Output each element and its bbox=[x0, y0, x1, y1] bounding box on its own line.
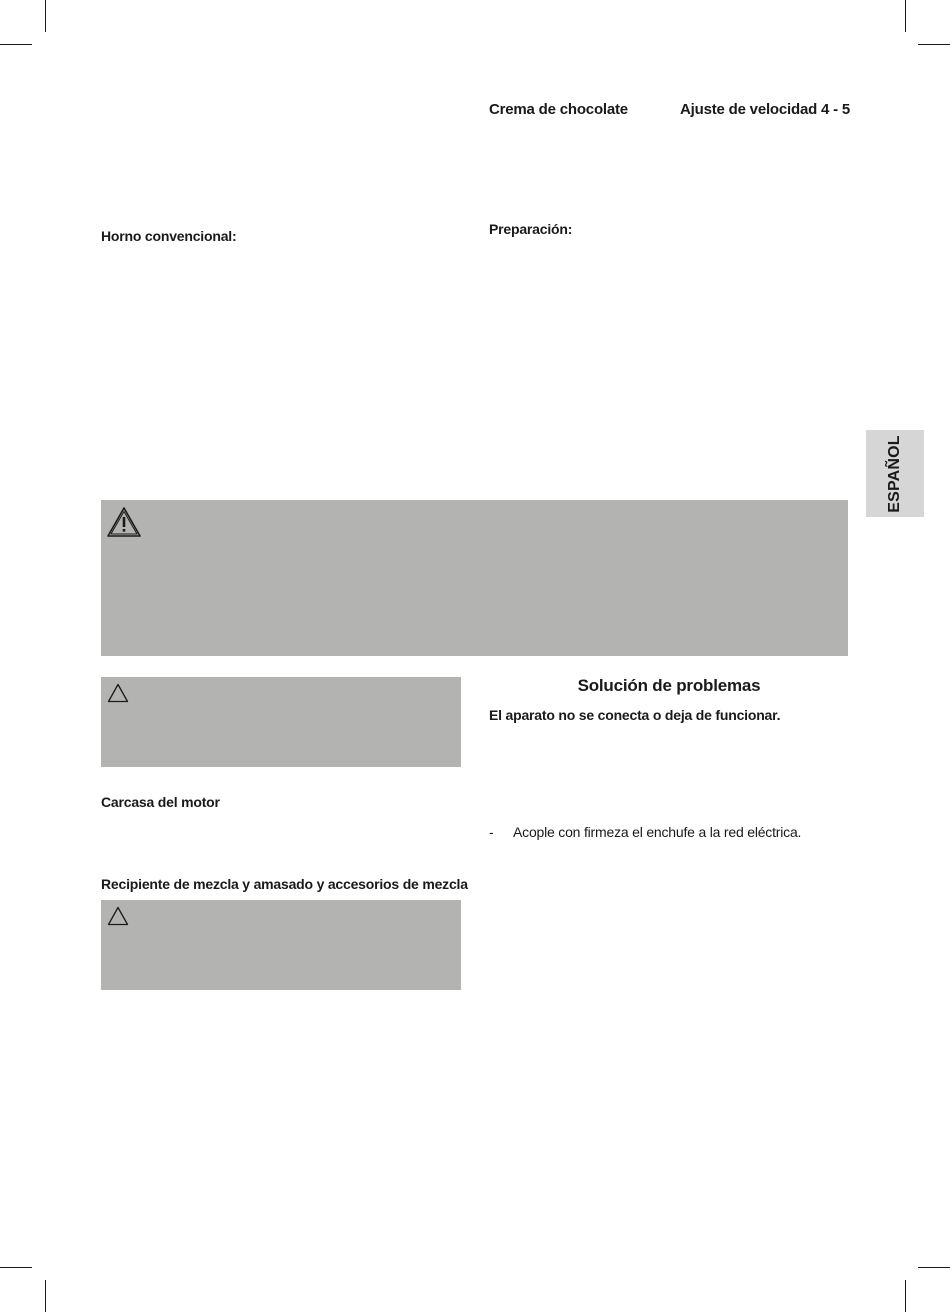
crop-mark bbox=[905, 1280, 906, 1312]
crop-mark bbox=[0, 44, 32, 45]
crop-mark bbox=[918, 44, 950, 45]
recipe-title: Crema de chocolate bbox=[489, 101, 628, 118]
preparation-heading: Preparación: bbox=[489, 221, 573, 237]
warning-box bbox=[101, 500, 848, 656]
crop-mark bbox=[0, 1267, 32, 1268]
list-item bbox=[489, 824, 801, 840]
oven-heading: Horno convencional: bbox=[101, 228, 237, 244]
bowl-heading: Recipiente de mezcla y amasado y accesorios de mezcla bbox=[101, 876, 468, 892]
crop-mark bbox=[45, 1280, 46, 1312]
language-tab bbox=[866, 430, 924, 517]
list-item-text: Acople con firmeza el enchufe a la red eléctrica. bbox=[513, 824, 802, 840]
language-tab-label: ESPAÑOL bbox=[886, 434, 903, 513]
problem-heading: El aparato no se conecta o deja de funcionar. bbox=[489, 707, 781, 723]
motor-housing-heading: Carcasa del motor bbox=[101, 794, 220, 810]
list-bullet: - bbox=[489, 824, 494, 840]
speed-setting: Ajuste de velocidad 4 - 5 bbox=[680, 101, 851, 118]
caution-triangle-icon bbox=[107, 906, 129, 926]
troubleshooting-title: Solución de problemas bbox=[577, 676, 761, 695]
crop-mark bbox=[918, 1267, 950, 1268]
warning-triangle-icon bbox=[106, 506, 142, 538]
crop-mark bbox=[905, 0, 906, 32]
caution-triangle-icon bbox=[107, 683, 129, 703]
crop-mark bbox=[45, 0, 46, 32]
caution-box bbox=[101, 677, 461, 767]
caution-box bbox=[101, 900, 461, 990]
